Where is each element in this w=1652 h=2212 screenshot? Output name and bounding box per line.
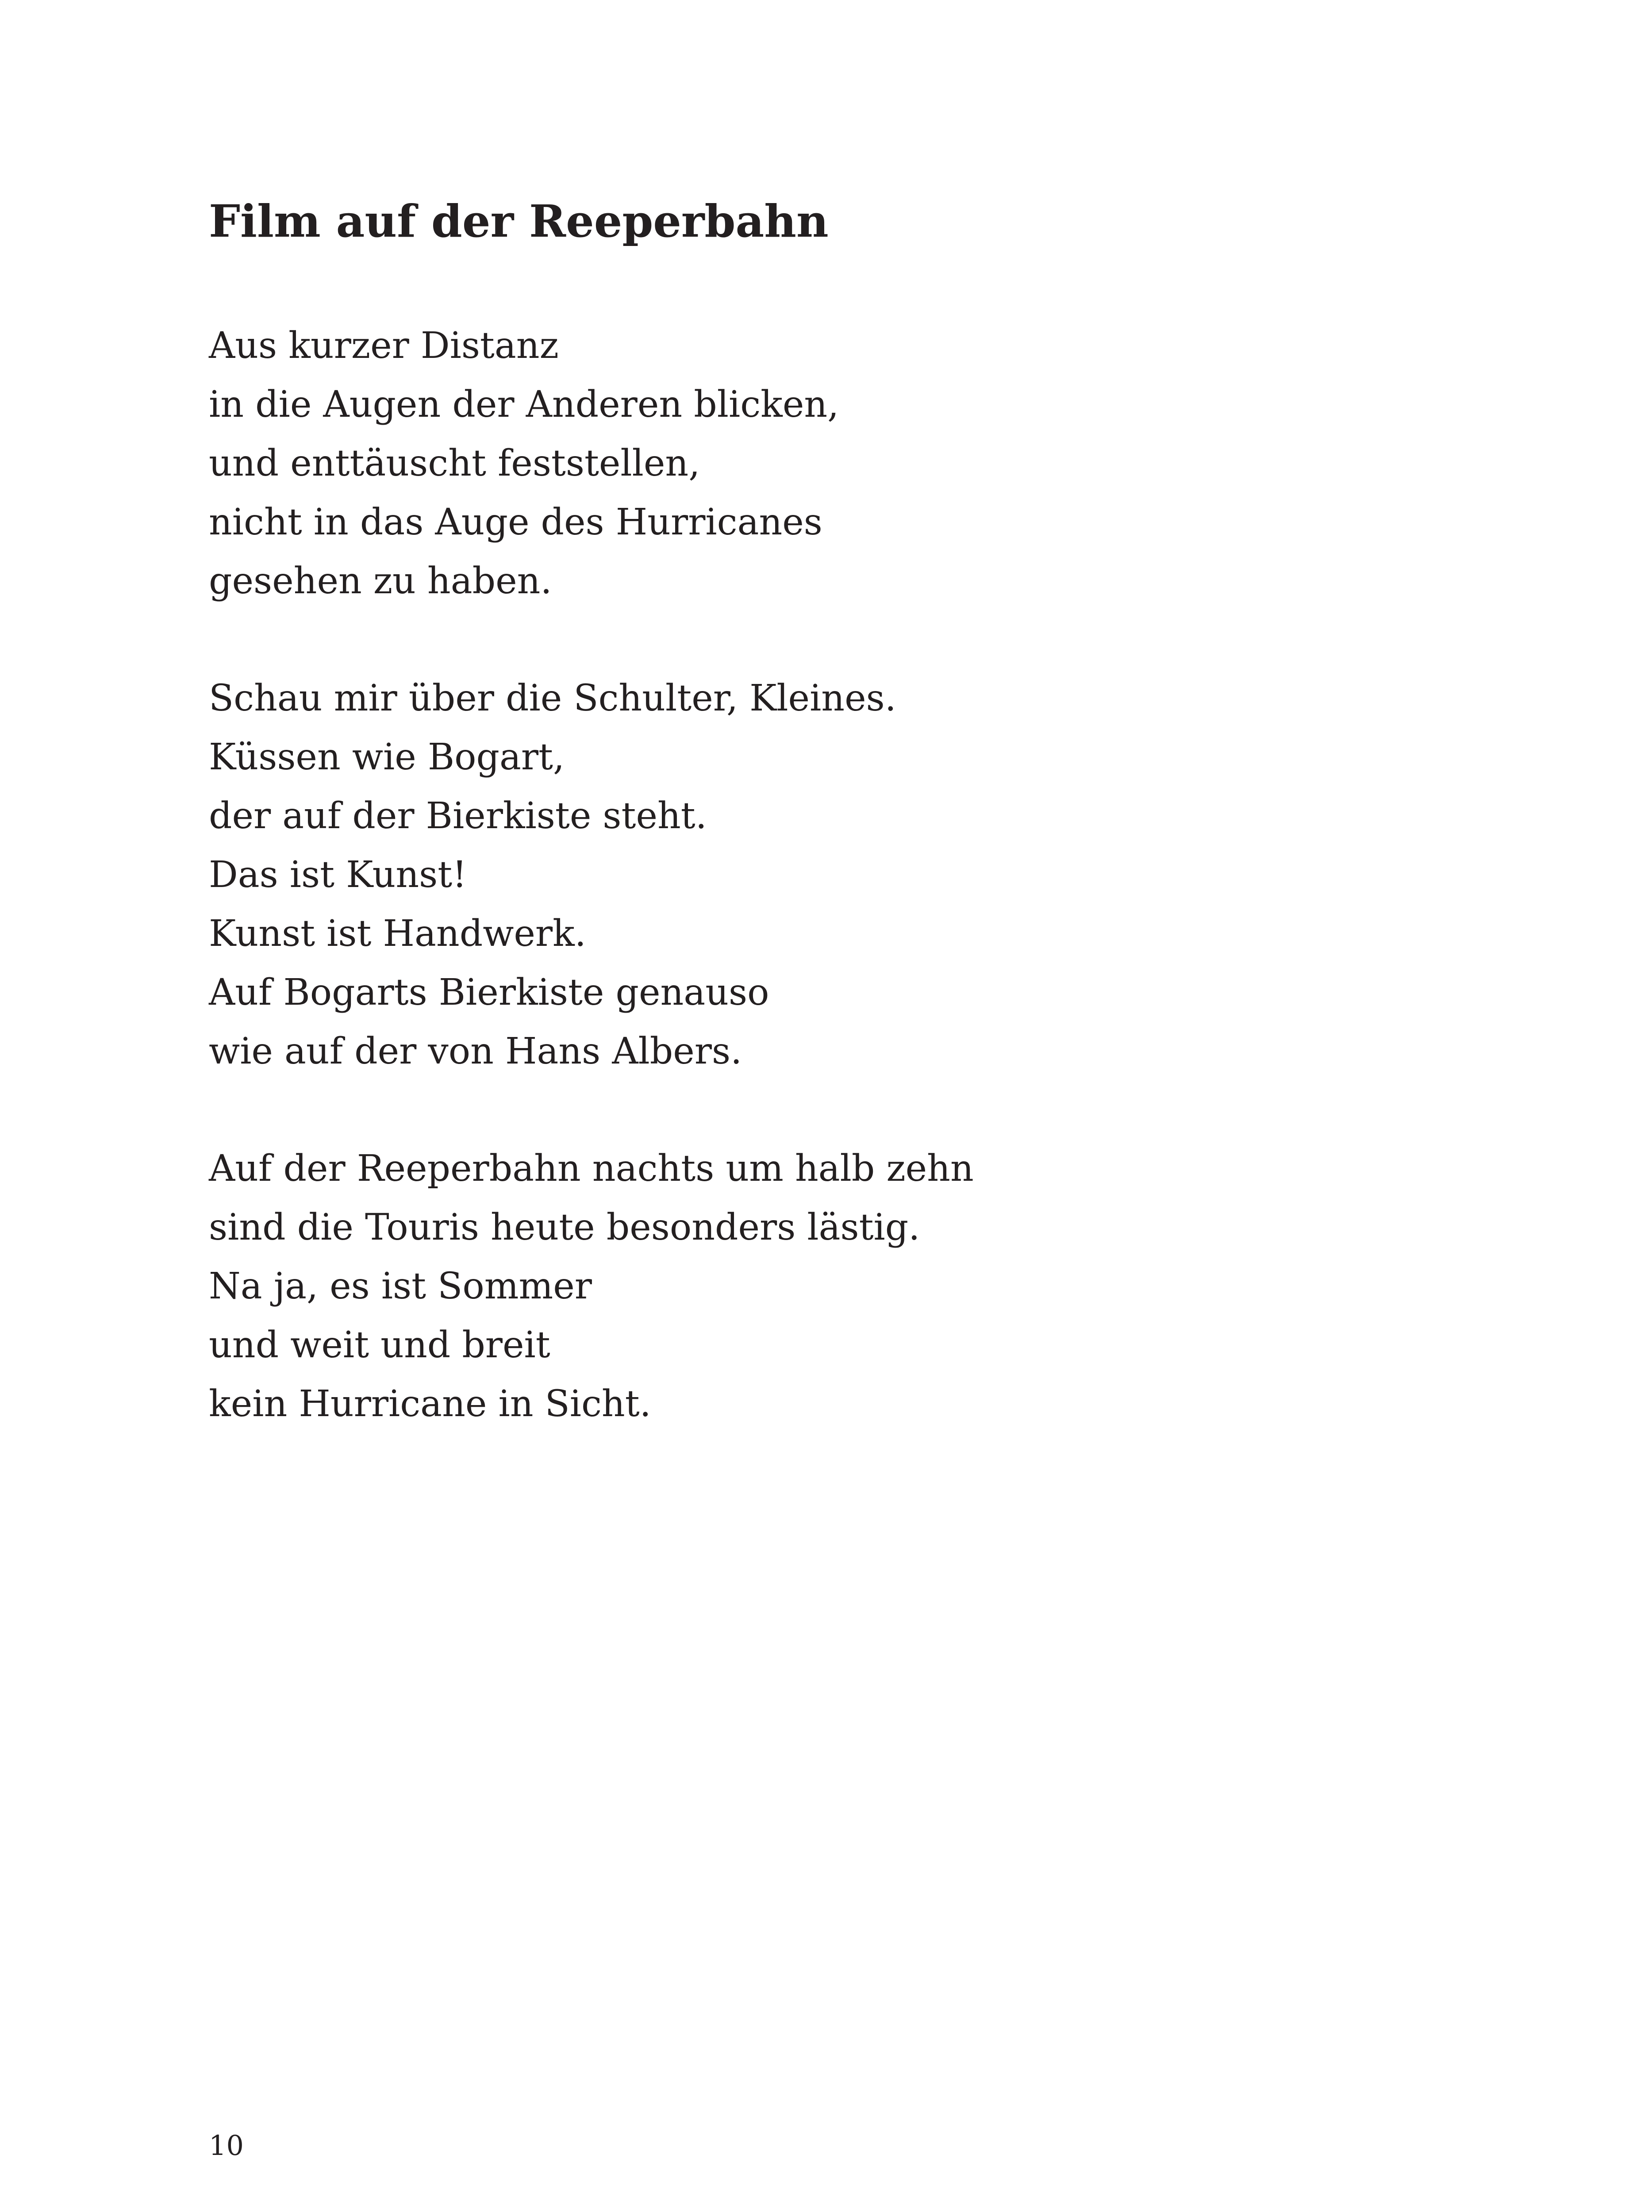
poem-line: kein Hurricane in Sicht. [209, 1383, 651, 1425]
poem-line: wie auf der von Hans Albers. [209, 1030, 742, 1072]
poem-line: Küssen wie Bogart, [209, 736, 565, 778]
poem-line: Auf Bogarts Bierkiste genauso [209, 972, 769, 1014]
poem-line: in die Augen der Anderen blicken, [209, 384, 839, 426]
poem-line: Das ist Kunst! [209, 854, 467, 896]
poem-line: Auf der Reeperbahn nachts um halb zehn [209, 1148, 974, 1190]
poem-title: Film auf der Reeperbahn [209, 195, 829, 247]
stanza-1 [209, 316, 974, 611]
poem-line: und enttäuscht feststellen, [209, 442, 700, 484]
page-number: 10 [209, 2129, 244, 2162]
poem-line: Schau mir über die Schulter, Kleines. [209, 677, 896, 719]
poem-line: Aus kurzer Distanz [209, 325, 559, 367]
poem-line: gesehen zu haben. [209, 560, 552, 602]
poem-line: Na ja, es ist Sommer [209, 1265, 592, 1307]
poem-line: und weit und breit [209, 1324, 550, 1366]
stanza-3 [209, 1139, 974, 1433]
poem-line: Kunst ist Handwerk. [209, 913, 586, 955]
poem-line: nicht in das Auge des Hurricanes [209, 501, 822, 543]
poem-line: sind die Touris heute besonders lästig. [209, 1206, 920, 1248]
stanza-2 [209, 669, 974, 1081]
poem-line: der auf der Bierkiste steht. [209, 795, 707, 837]
poem-body [209, 316, 974, 1492]
